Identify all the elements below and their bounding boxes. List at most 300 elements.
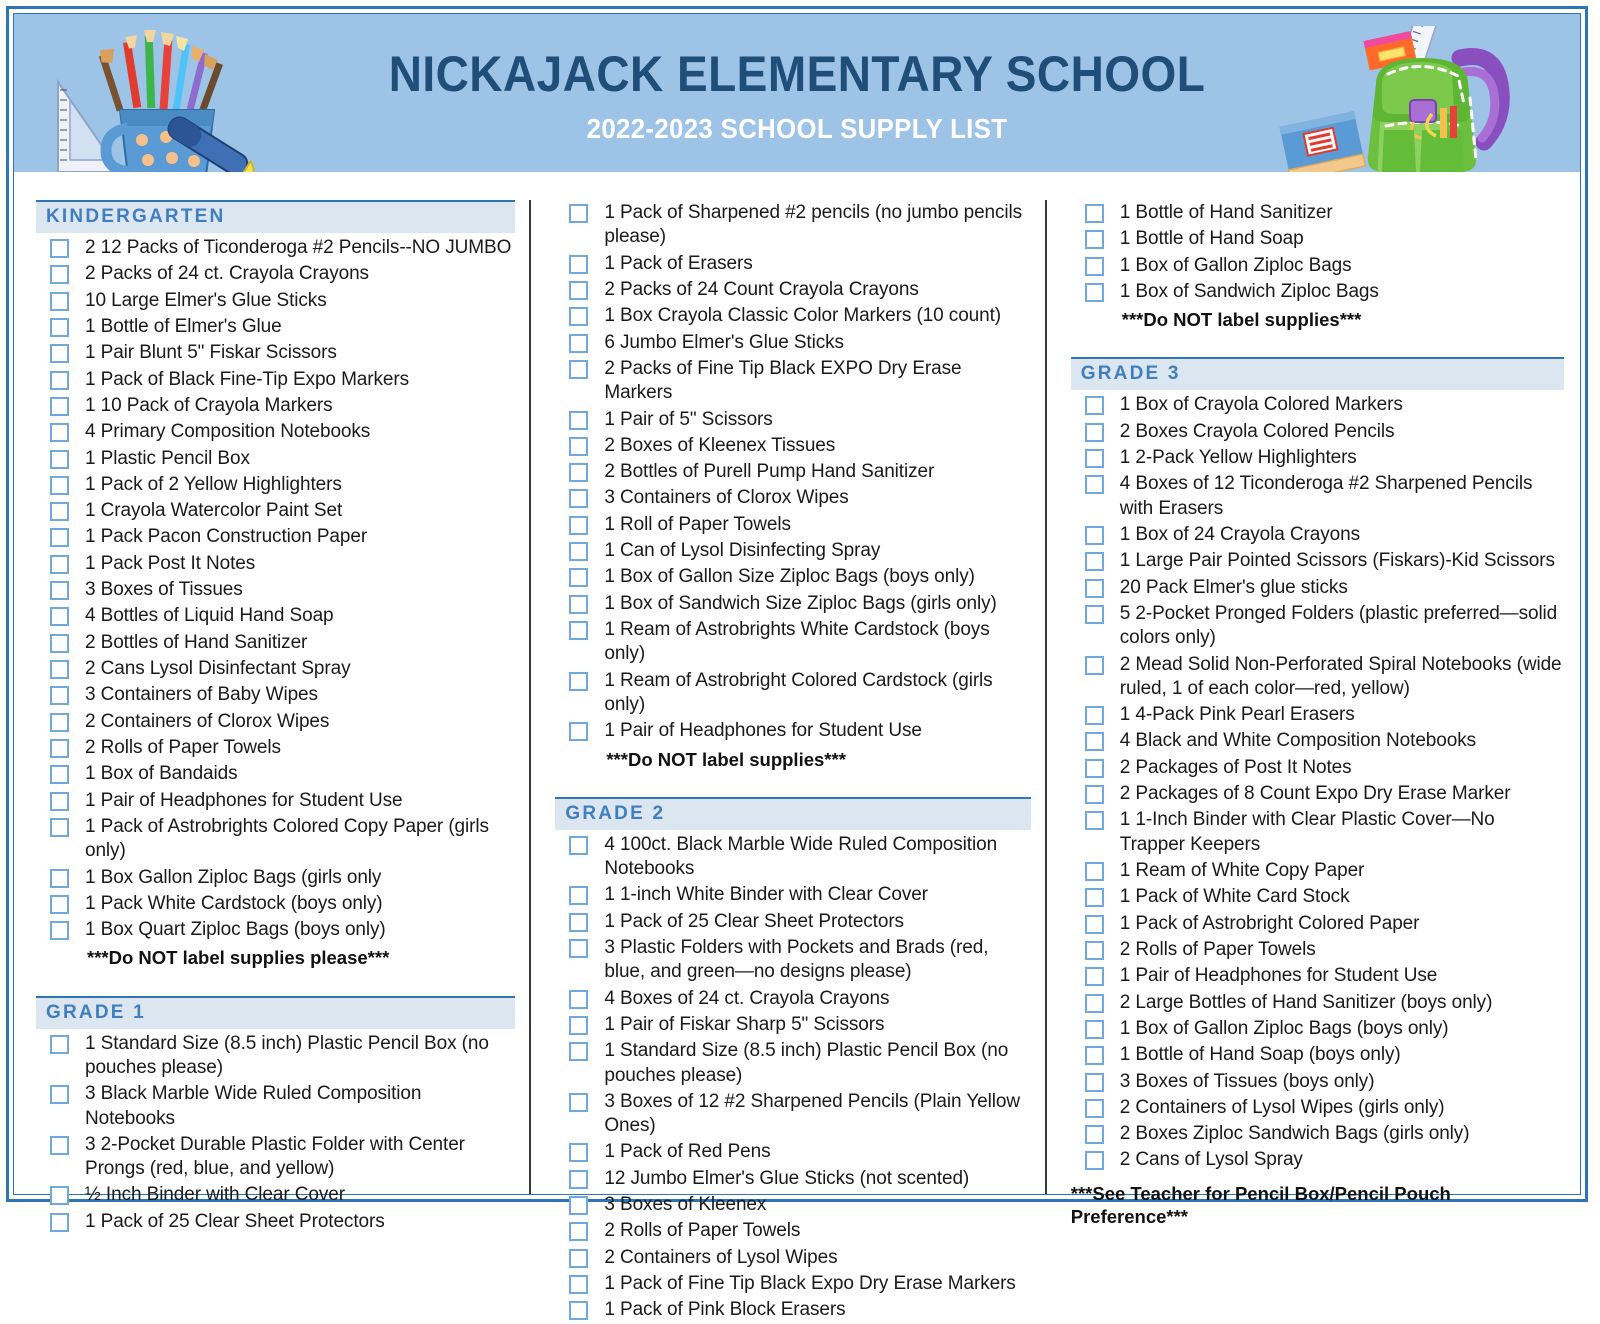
list-item[interactable]: [1071, 911, 1564, 937]
checkbox[interactable]: [1085, 888, 1104, 907]
checkbox[interactable]: [50, 476, 69, 495]
checkbox[interactable]: [569, 463, 588, 482]
item-label: 4 Black and White Composition Notebooks: [1120, 729, 1476, 753]
checkbox[interactable]: [50, 555, 69, 574]
list-item[interactable]: [555, 718, 1030, 744]
checkbox[interactable]: [1085, 811, 1104, 830]
item-label: 2 Cans Lysol Disinfectant Spray: [85, 657, 351, 681]
checkbox[interactable]: [1085, 230, 1104, 249]
item-label: 2 Packs of 24 Count Crayola Crayons: [604, 278, 918, 302]
list-item[interactable]: [1071, 702, 1564, 728]
list-item[interactable]: [36, 630, 515, 656]
list-item[interactable]: [555, 356, 1030, 407]
list-item[interactable]: [555, 668, 1030, 719]
item-label: 1 Ream of White Copy Paper: [1120, 859, 1365, 883]
item-label: 1 Bottle of Hand Soap: [1120, 227, 1304, 251]
list-item[interactable]: [555, 591, 1030, 617]
item-label: 1 Box of Bandaids: [85, 762, 238, 786]
list-item[interactable]: [555, 882, 1030, 908]
list-item[interactable]: [555, 1192, 1030, 1218]
item-label: 1 Box Crayola Classic Color Markers (10 count): [604, 304, 1001, 328]
checkbox[interactable]: [569, 334, 588, 353]
item-label: 4 100ct. Black Marble Wide Ruled Composition Notebooks: [604, 833, 1030, 882]
list-item[interactable]: [1071, 226, 1564, 252]
item-label: 2 Large Bottles of Hand Sanitizer (boys only): [1120, 991, 1493, 1015]
item-label: 3 Boxes of 12 #2 Sharpened Pencils (Plain Yellow Ones): [604, 1090, 1030, 1139]
checkbox[interactable]: [1085, 423, 1104, 442]
list-item[interactable]: [555, 512, 1030, 538]
list-item[interactable]: [36, 682, 515, 708]
item-label: 1 Pack of 25 Clear Sheet Protectors: [604, 910, 904, 934]
item-label: 1 Bottle of Elmer's Glue: [85, 315, 282, 339]
checkbox[interactable]: [1085, 552, 1104, 571]
item-label: 1 Pack of White Card Stock: [1120, 885, 1350, 909]
checkbox[interactable]: [569, 1196, 588, 1215]
item-label: 6 Jumbo Elmer's Glue Sticks: [604, 331, 844, 355]
checkbox[interactable]: [50, 450, 69, 469]
checkbox[interactable]: [569, 516, 588, 535]
item-label: 2 Rolls of Paper Towels: [604, 1219, 800, 1243]
list-item[interactable]: [36, 1209, 515, 1235]
item-label: 2 Rolls of Paper Towels: [85, 736, 281, 760]
list-item[interactable]: [555, 909, 1030, 935]
page-title: NICKAJACK ELEMENTARY SCHOOL: [353, 48, 1242, 101]
item-label: 3 2-Pocket Durable Plastic Folder with Center Prongs (red, blue, and yellow): [85, 1133, 515, 1182]
list-item[interactable]: [555, 407, 1030, 433]
list-item[interactable]: [555, 832, 1030, 883]
list-item[interactable]: [1071, 445, 1564, 471]
list-item[interactable]: [36, 1081, 515, 1132]
checkbox[interactable]: [1085, 1073, 1104, 1092]
list-item[interactable]: [1071, 1147, 1564, 1173]
backpack-books-clipart: [1264, 26, 1564, 172]
checkbox[interactable]: [569, 913, 588, 932]
list-item[interactable]: [555, 1089, 1030, 1140]
list-item[interactable]: [555, 485, 1030, 511]
item-label: 2 Packs of Fine Tip Black EXPO Dry Erase Markers: [604, 357, 1030, 406]
supply-list-grade-2-continued: [1071, 200, 1564, 305]
item-label: 1 Pair Blunt 5" Fiskar Scissors: [85, 341, 337, 365]
checkbox[interactable]: [50, 528, 69, 547]
checkbox[interactable]: [1085, 1020, 1104, 1039]
list-item[interactable]: [36, 314, 515, 340]
item-label: 4 Boxes of 24 ct. Crayola Crayons: [604, 987, 889, 1011]
checkbox[interactable]: [569, 1301, 588, 1320]
item-label: 2 Rolls of Paper Towels: [1120, 938, 1316, 962]
checkbox[interactable]: [50, 239, 69, 258]
checkbox[interactable]: [1085, 785, 1104, 804]
checkbox[interactable]: [50, 895, 69, 914]
item-label: 2 12 Packs of Ticonderoga #2 Pencils--NO JUMBO: [85, 236, 511, 260]
item-label: 2 Mead Solid Non-Perforated Spiral Notebooks (wide ruled, 1 of each color—red, yellow): [1120, 653, 1564, 702]
checkbox[interactable]: [1085, 257, 1104, 276]
checkbox[interactable]: [50, 344, 69, 363]
checkbox[interactable]: [569, 281, 588, 300]
list-item[interactable]: [1071, 781, 1564, 807]
list-item[interactable]: [36, 735, 515, 761]
item-label: 12 Jumbo Elmer's Glue Sticks (not scented): [604, 1167, 969, 1191]
checkbox[interactable]: [1085, 967, 1104, 986]
section-note-grade-3: ***See Teacher for Pencil Box/Pencil Pouch Preference***: [1071, 1174, 1564, 1228]
item-label: 1 Ream of Astrobright Colored Cardstock (girls only): [604, 669, 1030, 718]
list-item[interactable]: [555, 1139, 1030, 1165]
checkbox[interactable]: [1085, 915, 1104, 934]
list-item[interactable]: [36, 1031, 515, 1082]
checkbox[interactable]: [1085, 1125, 1104, 1144]
list-item[interactable]: [1071, 1095, 1564, 1121]
item-label: 3 Plastic Folders with Pockets and Brads (red, blue, and green—no designs please): [604, 936, 1030, 985]
item-label: 1 Crayola Watercolor Paint Set: [85, 499, 342, 523]
checkbox[interactable]: [50, 318, 69, 337]
checkbox[interactable]: [1085, 994, 1104, 1013]
checkbox[interactable]: [1085, 526, 1104, 545]
list-item[interactable]: [1071, 937, 1564, 963]
checkbox[interactable]: [50, 739, 69, 758]
item-label: 20 Pack Elmer's glue sticks: [1120, 576, 1348, 600]
checkbox[interactable]: [50, 818, 69, 837]
checkbox[interactable]: [569, 1093, 588, 1112]
item-label: 3 Boxes of Tissues (boys only): [1120, 1070, 1375, 1094]
list-item[interactable]: [555, 564, 1030, 590]
checkbox[interactable]: [569, 489, 588, 508]
checkbox[interactable]: [50, 1186, 69, 1205]
list-item[interactable]: [555, 1245, 1030, 1271]
list-item[interactable]: [36, 551, 515, 577]
page-frame-inner: [13, 13, 1581, 1195]
checkbox[interactable]: [1085, 862, 1104, 881]
item-label: 3 Black Marble Wide Ruled Composition Notebooks: [85, 1082, 515, 1131]
page-subtitle: 2022-2023 SCHOOL SUPPLY LIST: [353, 113, 1242, 145]
checkbox[interactable]: [50, 1136, 69, 1155]
item-label: 2 Packages of 8 Count Expo Dry Erase Marker: [1120, 782, 1511, 806]
checkbox[interactable]: [569, 1042, 588, 1061]
item-label: 1 Box of Gallon Size Ziploc Bags (boys only): [604, 565, 975, 589]
list-item[interactable]: [1071, 884, 1564, 910]
checkbox[interactable]: [1085, 1046, 1104, 1065]
list-item[interactable]: [1071, 253, 1564, 279]
list-item[interactable]: [555, 251, 1030, 277]
page-header-banner: [14, 14, 1580, 172]
column-2: [529, 200, 1044, 1194]
item-label: 1 Pair of Headphones for Student Use: [85, 789, 403, 813]
checkbox[interactable]: [1085, 706, 1104, 725]
list-item[interactable]: [1071, 755, 1564, 781]
checkbox[interactable]: [1085, 204, 1104, 223]
checkbox[interactable]: [1085, 396, 1104, 415]
checkbox[interactable]: [50, 1085, 69, 1104]
list-item[interactable]: [36, 1182, 515, 1208]
checkbox[interactable]: [569, 990, 588, 1009]
item-label: ½ Inch Binder with Clear Cover: [85, 1183, 345, 1207]
list-item[interactable]: [1071, 807, 1564, 858]
list-item[interactable]: [36, 419, 515, 445]
item-label: 3 Containers of Clorox Wipes: [604, 486, 848, 510]
list-item[interactable]: [36, 340, 515, 366]
item-label: 2 Bottles of Purell Pump Hand Sanitizer: [604, 460, 934, 484]
checkbox[interactable]: [569, 1222, 588, 1241]
item-label: 1 Standard Size (8.5 inch) Plastic Pencil Box (no pouches please): [604, 1039, 1030, 1088]
list-item[interactable]: [1071, 1042, 1564, 1068]
item-label: 1 Pair of Fiskar Sharp 5" Scissors: [604, 1013, 884, 1037]
item-label: 1 Pack Post It Notes: [85, 552, 255, 576]
checkbox[interactable]: [50, 1035, 69, 1054]
list-item[interactable]: [36, 865, 515, 891]
list-item[interactable]: [36, 603, 515, 629]
list-item[interactable]: [1071, 1016, 1564, 1042]
section-note-grade-2: ***Do NOT label supplies***: [1071, 305, 1564, 331]
item-label: 1 Box of Sandwich Ziploc Bags: [1120, 280, 1379, 304]
item-label: 4 Boxes of 12 Ticonderoga #2 Sharpened Pencils with Erasers: [1120, 472, 1564, 521]
checkbox[interactable]: [50, 371, 69, 390]
item-label: 2 Boxes of Kleenex Tissues: [604, 434, 835, 458]
supply-list-kindergarten: [36, 235, 515, 943]
list-item[interactable]: [36, 288, 515, 314]
checkbox[interactable]: [569, 722, 588, 741]
list-item[interactable]: [36, 261, 515, 287]
checkbox[interactable]: [50, 869, 69, 888]
section-spacer: [36, 970, 515, 996]
item-label: 1 Pack of Fine Tip Black Expo Dry Erase Markers: [604, 1272, 1015, 1296]
list-item[interactable]: [36, 891, 515, 917]
checkbox[interactable]: [569, 621, 588, 640]
list-item[interactable]: [555, 459, 1030, 485]
list-item[interactable]: [36, 472, 515, 498]
section-header-grade-1: GRADE 1: [36, 996, 515, 1029]
list-item[interactable]: [36, 709, 515, 735]
item-label: 2 Containers of Lysol Wipes: [604, 1246, 837, 1270]
checkbox[interactable]: [50, 713, 69, 732]
checkbox[interactable]: [569, 360, 588, 379]
list-item[interactable]: [1071, 728, 1564, 754]
item-label: 1 Box of Gallon Ziploc Bags: [1120, 254, 1352, 278]
item-label: 1 Pack of Red Pens: [604, 1140, 770, 1164]
list-item[interactable]: [36, 814, 515, 865]
checkbox[interactable]: [50, 921, 69, 940]
checkbox[interactable]: [50, 397, 69, 416]
supply-list-grade-1: [36, 1031, 515, 1236]
item-label: 10 Large Elmer's Glue Sticks: [85, 289, 327, 313]
section-note-grade-1: ***Do NOT label supplies***: [555, 745, 1030, 771]
list-item[interactable]: [36, 1132, 515, 1183]
list-item[interactable]: [555, 200, 1030, 251]
list-item[interactable]: [1071, 963, 1564, 989]
checkbox[interactable]: [1085, 283, 1104, 302]
checkbox[interactable]: [569, 1143, 588, 1162]
checkbox[interactable]: [569, 204, 588, 223]
checkbox[interactable]: [569, 836, 588, 855]
list-item[interactable]: [36, 917, 515, 943]
checkbox[interactable]: [569, 1170, 588, 1189]
list-item[interactable]: [1071, 200, 1564, 226]
section-spacer: [1071, 331, 1564, 357]
item-label: 1 Box of Sandwich Size Ziploc Bags (girls only): [604, 592, 996, 616]
list-item[interactable]: [1071, 858, 1564, 884]
item-label: 2 Cans of Lysol Spray: [1120, 1148, 1303, 1172]
item-label: 1 Pack of 25 Clear Sheet Protectors: [85, 1210, 385, 1234]
item-label: 1 Bottle of Hand Soap (boys only): [1120, 1043, 1401, 1067]
checkbox[interactable]: [569, 255, 588, 274]
item-label: 1 Pack of Astrobright Colored Paper: [1120, 912, 1420, 936]
list-item[interactable]: [36, 524, 515, 550]
list-item[interactable]: [1071, 419, 1564, 445]
list-item[interactable]: [1071, 990, 1564, 1016]
checkbox[interactable]: [50, 423, 69, 442]
item-label: 1 Box Gallon Ziploc Bags (girls only: [85, 866, 381, 890]
checkbox[interactable]: [50, 792, 69, 811]
list-item[interactable]: [36, 577, 515, 603]
item-label: 2 Packs of 24 ct. Crayola Crayons: [85, 262, 369, 286]
list-item[interactable]: [1071, 279, 1564, 305]
item-label: 1 Large Pair Pointed Scissors (Fiskars)-Kid Scissors: [1120, 549, 1555, 573]
item-label: 2 Packages of Post It Notes: [1120, 756, 1352, 780]
item-label: 2 Containers of Clorox Wipes: [85, 710, 329, 734]
checkbox[interactable]: [569, 411, 588, 430]
checkbox[interactable]: [1085, 759, 1104, 778]
item-label: 1 Bottle of Hand Sanitizer: [1120, 201, 1333, 225]
item-label: 5 2-Pocket Pronged Folders (plastic preferred—solid colors only): [1120, 602, 1564, 651]
item-label: 3 Boxes of Kleenex: [604, 1193, 766, 1217]
list-item[interactable]: [1071, 1121, 1564, 1147]
checkbox[interactable]: [1085, 941, 1104, 960]
item-label: 1 1-inch White Binder with Clear Cover: [604, 883, 928, 907]
checkbox[interactable]: [50, 686, 69, 705]
list-item[interactable]: [36, 393, 515, 419]
list-item[interactable]: [555, 617, 1030, 668]
item-label: 4 Primary Composition Notebooks: [85, 420, 370, 444]
checkbox[interactable]: [50, 502, 69, 521]
checkbox[interactable]: [569, 939, 588, 958]
item-label: 1 Pack of 2 Yellow Highlighters: [85, 473, 342, 497]
art-supplies-cup-clipart: [42, 24, 302, 172]
checkbox[interactable]: [569, 595, 588, 614]
checkbox[interactable]: [50, 265, 69, 284]
checkbox[interactable]: [569, 568, 588, 587]
column-1: [14, 200, 529, 1194]
item-label: 1 Box of Gallon Ziploc Bags (boys only): [1120, 1017, 1449, 1041]
list-item[interactable]: [36, 446, 515, 472]
list-item[interactable]: [1071, 471, 1564, 522]
checkbox[interactable]: [50, 765, 69, 784]
checkbox[interactable]: [1085, 1099, 1104, 1118]
checkbox[interactable]: [1085, 605, 1104, 624]
list-item[interactable]: [36, 761, 515, 787]
supply-list-grade-2: [555, 832, 1030, 1324]
item-label: 1 Pair of Headphones for Student Use: [1120, 964, 1438, 988]
item-label: 1 Box of Crayola Colored Markers: [1120, 393, 1403, 417]
list-item[interactable]: [36, 235, 515, 261]
checkbox[interactable]: [50, 634, 69, 653]
item-label: 2 Boxes Ziploc Sandwich Bags (girls only): [1120, 1122, 1470, 1146]
item-label: 1 Pack of Sharpened #2 pencils (no jumbo pencils please): [604, 201, 1030, 250]
supply-list-grade-1-continued: [555, 200, 1030, 745]
checkbox[interactable]: [50, 581, 69, 600]
item-label: 1 1-Inch Binder with Clear Plastic Cover—No Trapper Keepers: [1120, 808, 1564, 857]
item-label: 2 Bottles of Hand Sanitizer: [85, 631, 307, 655]
list-item[interactable]: [555, 1297, 1030, 1323]
item-label: 1 Pack Pacon Construction Paper: [85, 525, 367, 549]
item-label: 1 10 Pack of Crayola Markers: [85, 394, 332, 418]
checkbox[interactable]: [1085, 475, 1104, 494]
list-item[interactable]: [36, 656, 515, 682]
checkbox[interactable]: [569, 542, 588, 561]
list-item[interactable]: [555, 1271, 1030, 1297]
list-item[interactable]: [555, 277, 1030, 303]
list-item[interactable]: [555, 303, 1030, 329]
checkbox[interactable]: [1085, 579, 1104, 598]
list-item[interactable]: [555, 1038, 1030, 1089]
list-item[interactable]: [1071, 601, 1564, 652]
supply-list-columns: [14, 172, 1580, 1194]
list-item[interactable]: [555, 986, 1030, 1012]
checkbox[interactable]: [1085, 1151, 1104, 1170]
item-label: 1 Pack of Pink Block Erasers: [604, 1298, 845, 1322]
item-label: 1 Box of 24 Crayola Crayons: [1120, 523, 1360, 547]
checkbox[interactable]: [50, 292, 69, 311]
list-item[interactable]: [555, 935, 1030, 986]
list-item[interactable]: [1071, 522, 1564, 548]
item-label: 1 Pack White Cardstock (boys only): [85, 892, 383, 916]
item-label: 1 Pack of Erasers: [604, 252, 752, 276]
list-item[interactable]: [36, 788, 515, 814]
list-item[interactable]: [1071, 652, 1564, 703]
list-item[interactable]: [1071, 1069, 1564, 1095]
item-label: 1 Plastic Pencil Box: [85, 447, 250, 471]
checkbox[interactable]: [569, 672, 588, 691]
item-label: 1 2-Pack Yellow Highlighters: [1120, 446, 1357, 470]
item-label: 4 Bottles of Liquid Hand Soap: [85, 604, 334, 628]
item-label: 1 Pair of Headphones for Student Use: [604, 719, 922, 743]
column-3: [1045, 200, 1580, 1194]
page-frame: [6, 6, 1588, 1202]
checkbox[interactable]: [569, 1249, 588, 1268]
checkbox[interactable]: [569, 307, 588, 326]
item-label: 1 Box Quart Ziploc Bags (boys only): [85, 918, 386, 942]
item-label: 1 Pair of 5" Scissors: [604, 408, 772, 432]
checkbox[interactable]: [1085, 732, 1104, 751]
list-item[interactable]: [36, 498, 515, 524]
list-item[interactable]: [1071, 575, 1564, 601]
list-item[interactable]: [555, 1012, 1030, 1038]
checkbox[interactable]: [1085, 656, 1104, 675]
list-item[interactable]: [555, 433, 1030, 459]
item-label: 1 4-Pack Pink Pearl Erasers: [1120, 703, 1355, 727]
item-label: 1 Standard Size (8.5 inch) Plastic Pencil Box (no pouches please): [85, 1032, 515, 1081]
list-item[interactable]: [1071, 548, 1564, 574]
section-header-grade-2: GRADE 2: [555, 797, 1030, 830]
list-item[interactable]: [555, 1166, 1030, 1192]
list-item[interactable]: [1071, 392, 1564, 418]
banner-titles: [314, 48, 1280, 145]
supply-list-grade-3: [1071, 392, 1564, 1173]
checkbox[interactable]: [569, 1016, 588, 1035]
item-label: 1 Can of Lysol Disinfecting Spray: [604, 539, 880, 563]
checkbox[interactable]: [569, 886, 588, 905]
item-label: 1 Roll of Paper Towels: [604, 513, 791, 537]
item-label: 3 Boxes of Tissues: [85, 578, 243, 602]
item-label: 2 Containers of Lysol Wipes (girls only): [1120, 1096, 1445, 1120]
checkbox[interactable]: [569, 1275, 588, 1294]
list-item[interactable]: [555, 330, 1030, 356]
list-item[interactable]: [36, 367, 515, 393]
checkbox[interactable]: [50, 607, 69, 626]
list-item[interactable]: [555, 1218, 1030, 1244]
checkbox[interactable]: [569, 437, 588, 456]
checkbox[interactable]: [50, 660, 69, 679]
section-note-kindergarten: ***Do NOT label supplies please***: [36, 943, 515, 969]
section-spacer: [555, 771, 1030, 797]
list-item[interactable]: [555, 538, 1030, 564]
checkbox[interactable]: [1085, 449, 1104, 468]
